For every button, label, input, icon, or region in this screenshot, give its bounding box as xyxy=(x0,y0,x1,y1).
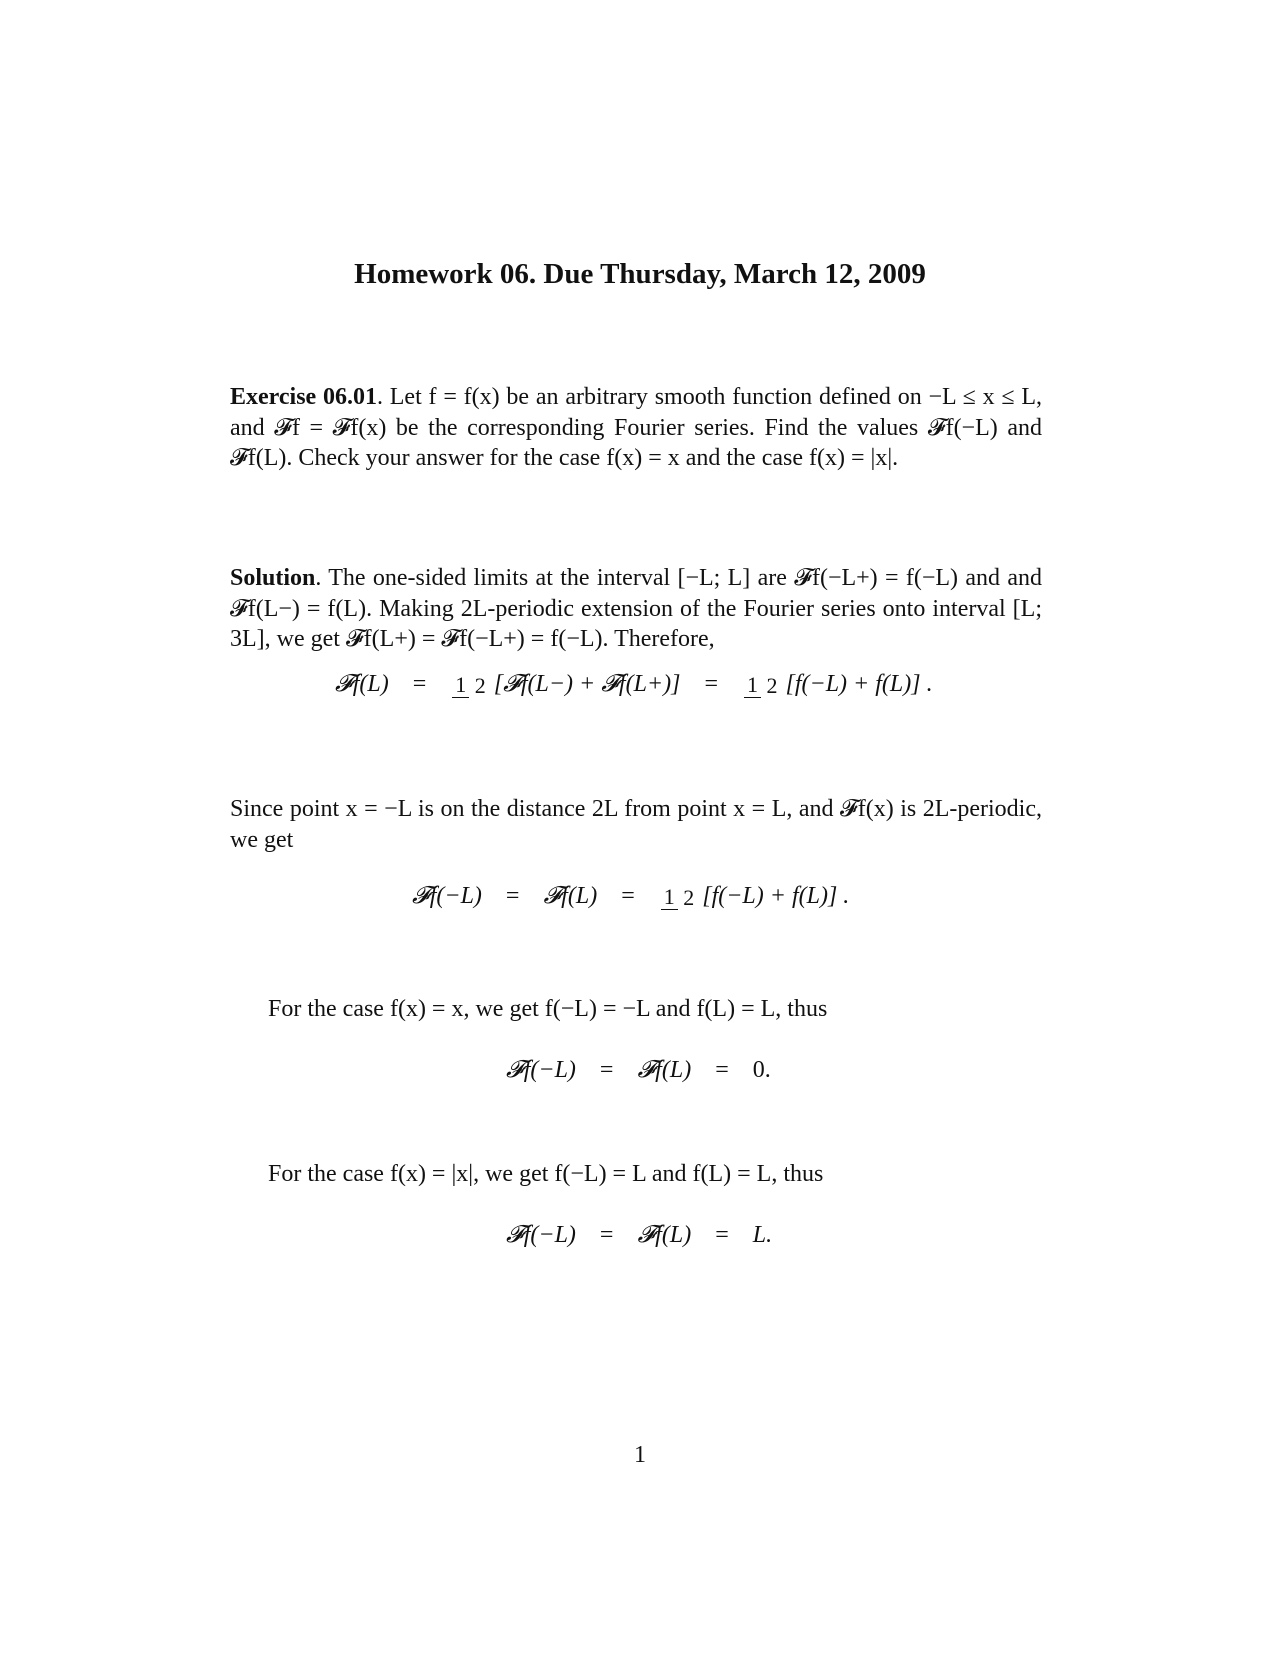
eq1-fraction-1 xyxy=(452,671,486,698)
eq2-equals-2: = xyxy=(621,882,635,909)
eq1-fraction-2 xyxy=(744,671,778,698)
eq2-frac-num: 1 xyxy=(661,885,678,910)
solution-label: Solution xyxy=(230,565,316,591)
eq1-rhs: [f(−L) + f(L)] . xyxy=(785,670,933,697)
exercise-paragraph xyxy=(230,382,1042,474)
case2-eq-equals-1: = xyxy=(599,1221,614,1248)
eq2-fraction xyxy=(661,883,695,910)
eq2-equals-1: = xyxy=(505,882,520,909)
case1-eq-equals-1: = xyxy=(599,1056,614,1083)
eq1-middle: [𝓕f(L−) + 𝓕f(L+)] xyxy=(493,670,681,697)
eq1-frac1-num: 1 xyxy=(452,673,469,698)
eq2-middle: 𝓕f(L) xyxy=(543,882,598,909)
case1-eq-rhs: 0. xyxy=(752,1056,771,1083)
case2-eq-mid: 𝓕f(L) xyxy=(637,1221,692,1248)
eq1-frac1-den: 2 xyxy=(474,672,486,698)
eq1-frac2-den: 2 xyxy=(766,672,778,698)
equation-1 xyxy=(0,670,1280,698)
since-paragraph: Since point x = −L is on the distance 2L from point x = L, and 𝓕f(x) is 2L-periodic, we get xyxy=(230,796,1042,853)
case1-eq-lhs: 𝓕f(−L) xyxy=(506,1056,576,1083)
solution-text: . The one-sided limits at the interval [−L; L] are 𝓕f(−L+) = f(−L) and and 𝓕f(L−) = f(L). Making 2L-periodic extension of the Fourier series onto interval [L; 3L], we get 𝓕f(L+) = 𝓕f(−L+) = f(−L). Therefore, xyxy=(230,565,1042,652)
eq1-lhs: 𝓕f(L) xyxy=(335,670,389,697)
eq1-equals-1: = xyxy=(412,670,427,697)
case2-paragraph: For the case f(x) = |x|, we get f(−L) = L and f(L) = L, thus xyxy=(268,1161,824,1187)
case1-eq-equals-2: = xyxy=(715,1056,729,1083)
exercise-label: Exercise 06.01 xyxy=(230,384,377,410)
case1-eq-mid: 𝓕f(L) xyxy=(637,1056,692,1083)
case1-paragraph: For the case f(x) = x, we get f(−L) = −L and f(L) = L, thus xyxy=(268,996,828,1022)
exercise-text: . Let f = f(x) be an arbitrary smooth function defined on −L ≤ x ≤ L, and 𝓕f = 𝓕f(x) be the corresponding Fourier series. Find the values 𝓕f(−L) and 𝓕f(L). Check your answer for the case f(x) = x and the case f(x) = |x|. xyxy=(230,384,1042,471)
page-title: Homework 06. Due Thursday, March 12, 2009 xyxy=(354,258,926,290)
solution-paragraph xyxy=(230,563,1042,655)
eq2-lhs: 𝓕f(−L) xyxy=(412,882,482,909)
case2-equation xyxy=(0,1221,1280,1249)
page-number: 1 xyxy=(634,1442,646,1468)
case2-eq-rhs: L. xyxy=(752,1221,773,1248)
eq2-frac-den: 2 xyxy=(683,884,695,910)
eq2-rhs: [f(−L) + f(L)] . xyxy=(702,882,850,909)
eq1-frac2-num: 1 xyxy=(744,673,761,698)
eq1-equals-2: = xyxy=(704,670,719,697)
case2-eq-equals-2: = xyxy=(715,1221,729,1248)
equation-2 xyxy=(0,882,1280,910)
case1-equation xyxy=(0,1056,1280,1084)
case2-eq-lhs: 𝓕f(−L) xyxy=(506,1221,576,1248)
